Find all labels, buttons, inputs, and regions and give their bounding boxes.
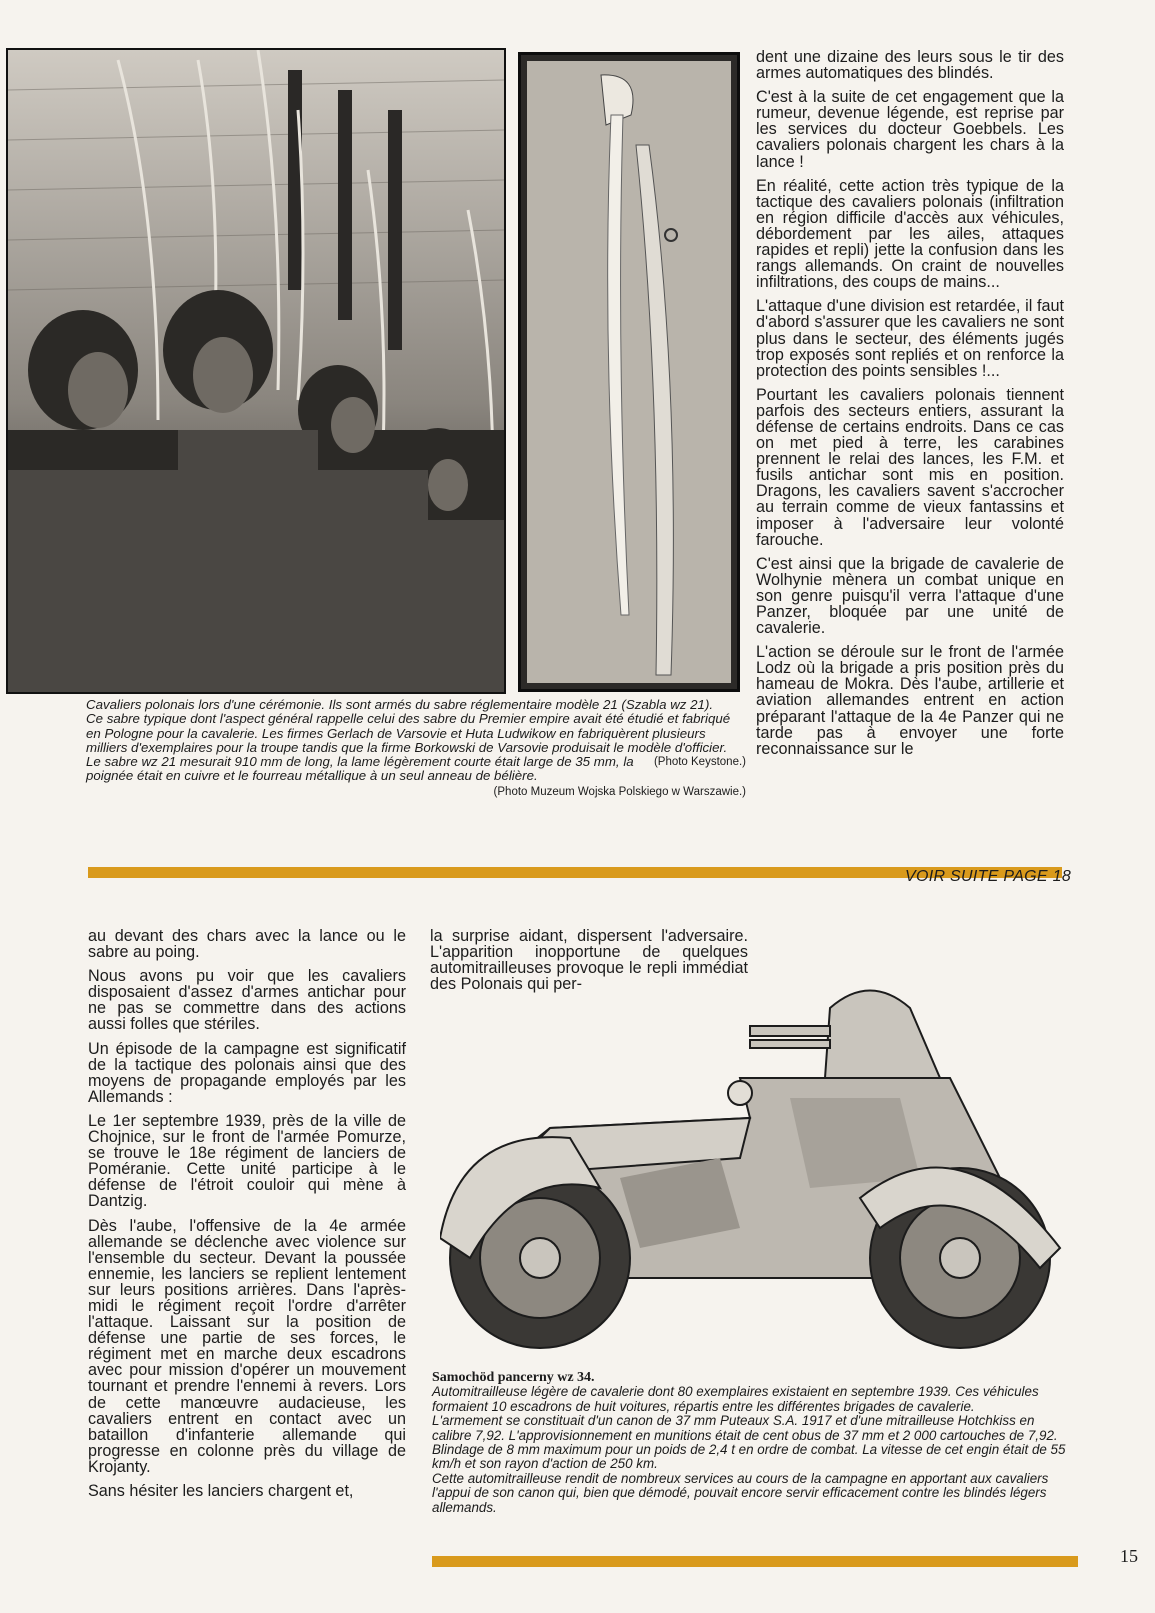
cavalry-ceremony-photo xyxy=(6,48,506,694)
page-number: 15 xyxy=(1120,1546,1138,1566)
caption-title: Samochöd pancerny wz 34. xyxy=(432,1370,595,1385)
caption-bottom-p3: Cette automitrailleuse rendit de nombreux services au cours de la campagne en apportant aux cavaliers l'appui de son canon qui, bien que démodé, pouvait encore servir efficacement contre les blindés légers allemands. xyxy=(432,1470,1049,1515)
accent-bar-bottom xyxy=(432,1556,1078,1567)
caption-bottom-p2: L'armement se constituait d'un canon de 37 mm Puteaux S.A. 1917 et d'une mitrailleuse Hotchkiss en calibre 7,92. L'approvisionnement en munitions était de cent obus de 37 mm et 2 000 cartouches de 7,92. Blindage de 8 mm maximum pour un poids de 2,4 t en ordre de combat. La vitesse de cet engin était de 55 km/h et son rayon d'action de 250 km. xyxy=(432,1413,1066,1472)
right-text-column xyxy=(756,49,1064,765)
left-text-column xyxy=(88,928,406,1507)
right-paragraph: Pourtant les cavaliers polonais tiennent parfois des secteurs entiers, assurant la défense de certains endroits. Dans ce cas on met pied à terre, les carabines prennent le relai des lances, les F.M. et fusils antichar sont mis en position. Dragons, les cavaliers savent s'accrocher au terrain comme de vieux fantassins et imposer à l'adversaire leur volonté farouche. xyxy=(756,385,1064,549)
armoured-car-caption xyxy=(432,1371,1072,1515)
right-paragraph: C'est à la suite de cet engagement que la rumeur, devenue légende, est reprise par les services du docteur Goebbels. Les cavaliers polonais chargent les chars à la lance ! xyxy=(756,88,1064,171)
left-paragraph: au devant des chars avec la lance ou le sabre au poing. xyxy=(88,927,406,962)
saber-drawing xyxy=(521,55,737,689)
voir-suite-label: VOIR SUITE PAGE 18 xyxy=(905,868,1072,885)
photo-credit-muzeum: (Photo Muzeum Wojska Polskiego w Warszawie.) xyxy=(493,785,746,798)
caption-top-p2-text: Ce sabre typique dont l'aspect général rappelle celui des sabre du Premier empire avait été étudié et fabriqué en Pologne pour la cavalerie. Les firmes Gerlach de Varsovie et Huta Ludwikow en fabriquèrent plusieurs milliers d'exemplaires pour la troupe tandis que la firme Borkowski de Varsovie produisait le modèle d'officier. xyxy=(86,711,731,755)
saber-photo xyxy=(518,52,740,692)
left-paragraph: Sans hésiter les lanciers chargent et, xyxy=(88,1482,354,1500)
caption-top-p3: Le sabre wz 21 mesurait 910 mm de long, la lame légèrement courte était large de 35 mm, la poignée était en cuivre et le fourreau métallique à un seul anneau de bélière. xyxy=(86,754,634,784)
left-paragraph: Nous avons pu voir que les cavaliers disposaient d'assez d'armes antichar pour ne pas se commettre dans des actions aussi folles que stériles. xyxy=(88,967,406,1034)
cavalry-photo-drawing xyxy=(8,50,504,692)
caption-bottom-p1: Automitrailleuse légère de cavalerie dont 80 exemplaires existaient en septembre 1939. Ces véhicules formaient 10 escadrons de huit voitures, répartis entre les différentes brigades de cavalerie. xyxy=(432,1384,1039,1414)
right-paragraph: dent une dizaine des leurs sous le tir des armes automatiques des blindés. xyxy=(756,48,1064,83)
caption-top-p1: Cavaliers polonais lors d'une cérémonie. Ils sont armés du sabre réglementaire modèle 21 (Szabla wz 21). xyxy=(86,697,714,712)
right-paragraph: C'est ainsi que la brigade de cavalerie de Wolhynie mènera un combat unique en son genre puisqu'il verra l'attaque d'une Panzer, bloquée par une unité de cavalerie. xyxy=(756,554,1064,638)
middle-paragraph: la surprise aidant, dispersent l'adversaire. L'apparition inopportune de quelques automitrailleuses provoque le repli immédiat des Polonais qui per- xyxy=(430,927,748,994)
right-paragraph: L'attaque d'une division est retardée, il faut d'abord s'assurer que les cavaliers ne sont plus dans le secteur, des éléments jugés trop exposés sont repliés et on renforce la protection des points sensibles !... xyxy=(756,297,1064,380)
top-photo-caption xyxy=(86,698,746,799)
right-paragraph: L'action se déroule sur le front de l'armée Lodz où la brigade a pris position près du hameau de Mokra. Dès l'aube, artillerie et aviation allemandes entrent en action préparant l'attaque de la 4e Panzer qui ne tarde pas à envoyer une forte reconnaissance sur le xyxy=(756,643,1064,758)
right-paragraph: En réalité, cette action très typique de la tactique des cavaliers polonais (infiltration en région difficile d'accès aux véhicules, débordement par les ailes, attaques rapides et repli) jette la confusion dans les rangs allemands. On craint de nouvelles infiltrations, des coups de mains... xyxy=(756,176,1064,292)
photo-credit-keystone: (Photo Keystone.) xyxy=(653,756,746,769)
armoured-car-drawing xyxy=(440,968,1090,1368)
armoured-car-illustration xyxy=(440,968,1090,1368)
left-paragraph: Le 1er septembre 1939, près de la ville de Chojnice, sur le front de l'armée Pomurze, se trouve le 18e régiment de lanciers de Poméranie. Cette unité participe à le défense de l'étroit couloir qui mène à Dantzig. xyxy=(88,1111,406,1211)
left-paragraph: Dès l'aube, l'offensive de la 4e armée allemande se déclenche avec violence sur l'ensemble du secteur. Devant la poussée ennemie, les lanciers se replient lentement sur leurs positions arrières. Dans l'après-midi le régiment reçoit l'ordre d'arrêter l'attaque. Laissant sur la position de défense une partie de ses forces, le régiment met en marche deux escadrons avec pour mission d'opérer un mouvement tournant et prendre l'ennemi à revers. Lors de cette manœuvre audacieuse, les cavaliers entrent en contact avec un bataillon d'infanterie allemande qui progresse en colonne près du village de Krojanty. xyxy=(88,1216,406,1476)
left-paragraph: Un épisode de la campagne est significatif de la tactique des polonais ainsi que des moyens de propagande employés par les Allemands : xyxy=(88,1039,406,1106)
